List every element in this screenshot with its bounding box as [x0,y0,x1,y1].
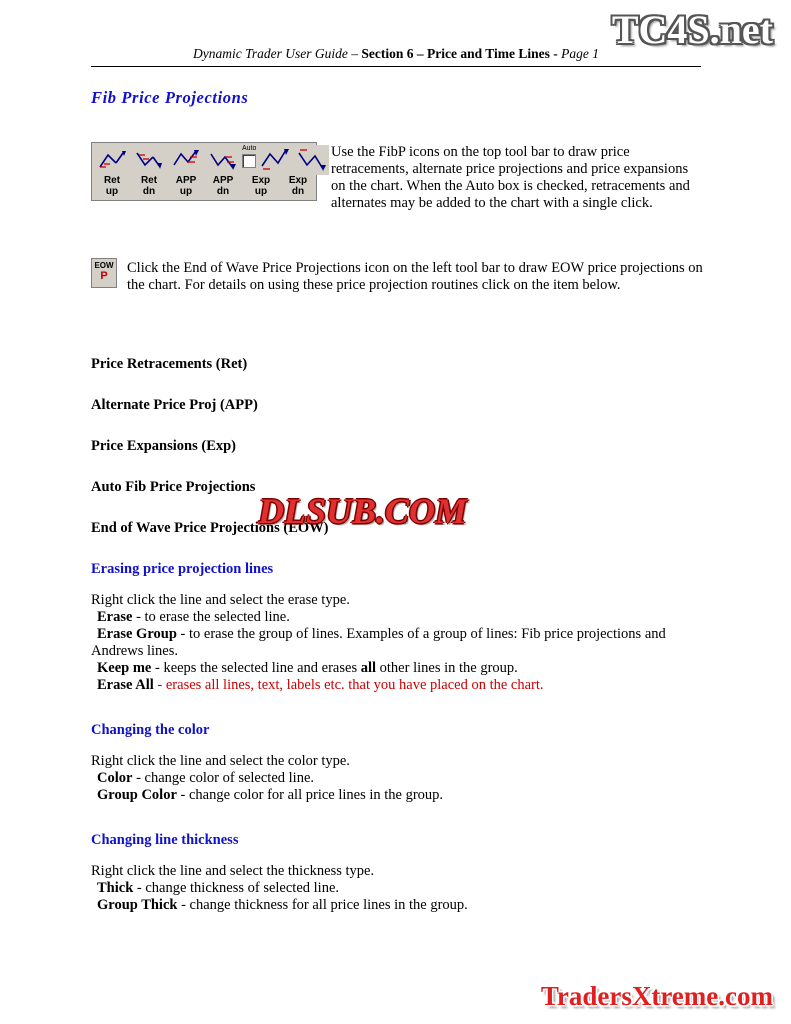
header-page: Page 1 [561,46,599,61]
header-doc-title: Dynamic Trader User Guide [193,46,348,61]
auto-checkbox-group[interactable] [242,145,256,175]
fibp-toolbar[interactable] [91,142,317,201]
watermark-center: DLSUB.COM [258,491,468,531]
erasing-intro: Right click the line and select the erase type. [91,592,350,608]
app-up-icon[interactable] [168,145,204,175]
eow-icon-line2: P [100,270,108,282]
eow-description: Click the End of Wave Price Projections icon on the left tool bar to draw EOW price projections on the chart. For details on using these price projection routines click on the item below. [127,260,703,293]
link-alternate-price-proj[interactable]: Alternate Price Proj (APP) [91,397,258,413]
exp-dn-icon[interactable] [293,145,329,175]
eow-price-projections-icon[interactable] [91,258,117,288]
thickness-intro: Right click the line and select the thickness type. [91,863,375,879]
thickness-section [91,832,703,914]
eow-section [91,258,703,304]
color-section [91,722,703,804]
app-dn-icon[interactable] [205,145,241,175]
label-exp-dn: Exp dn [288,175,308,197]
watermark-bottom-right: TradersXtreme.com [540,981,773,1011]
header-section: Section 6 – Price and Time Lines - [361,46,558,61]
page-header [91,46,701,67]
label-app-dn: APP dn [212,175,234,197]
thickness-body [91,863,703,914]
label-ret-dn: Ret dn [140,175,158,197]
erasing-item-erase: Erase - to erase the selected line. [97,609,290,625]
erasing-body [91,592,703,694]
auto-label: Auto [242,145,257,152]
erasing-item-erase-group: Erase Group - to erase the group of lines. Examples of a group of lines: Fib price projections and Andrews lines. [91,626,666,659]
label-app-up: APP up [175,175,197,197]
exp-up-icon[interactable] [256,145,292,175]
toolbar-label-row [94,175,314,199]
thickness-item-thick: Thick - change thickness of selected line. [97,880,340,896]
color-item-color: Color - change color of selected line. [97,770,315,786]
heading-changing-thickness: Changing line thickness [91,832,239,848]
watermark-top-right: TC4S.net [611,7,773,52]
header-dash: – [347,46,362,61]
toolbar-icon-row [94,145,314,175]
link-price-retracements[interactable]: Price Retracements (Ret) [91,356,248,372]
auto-checkbox[interactable] [242,154,256,168]
ret-up-icon[interactable] [94,145,130,175]
color-item-group-color: Group Color - change color for all price lines in the group. [97,787,444,803]
color-body [91,753,703,804]
ret-dn-icon[interactable] [131,145,167,175]
link-auto-fib-price-projections[interactable]: Auto Fib Price Projections [91,479,256,495]
label-exp-up: Exp up [251,175,271,197]
link-end-of-wave-price-projections[interactable]: End of Wave Price Projections (EOW) [91,520,329,536]
toolbar-section [91,142,703,218]
link-price-expansions[interactable]: Price Expansions (Exp) [91,438,237,454]
page-title: Fib Price Projections [91,88,249,107]
label-ret-up: Ret up [103,175,121,197]
color-intro: Right click the line and select the color type. [91,753,350,769]
erasing-item-keep-me: Keep me - keeps the selected line and erases all other lines in the group. [97,660,518,676]
heading-erasing: Erasing price projection lines [91,561,274,577]
eow-icon-line1: EOW [94,261,114,270]
thickness-item-group-thick: Group Thick - change thickness for all price lines in the group. [97,897,468,913]
toolbar-description: Use the FibP icons on the top tool bar to draw price retracements, alternate price projections and price expansions on the chart. When the Auto box is checked, retracements and alternates may be added to the chart with a single click. [331,144,690,211]
erasing-item-erase-all: Erase All - erases all lines, text, labels etc. that you have placed on the chart. [97,677,544,693]
heading-changing-color: Changing the color [91,722,210,738]
